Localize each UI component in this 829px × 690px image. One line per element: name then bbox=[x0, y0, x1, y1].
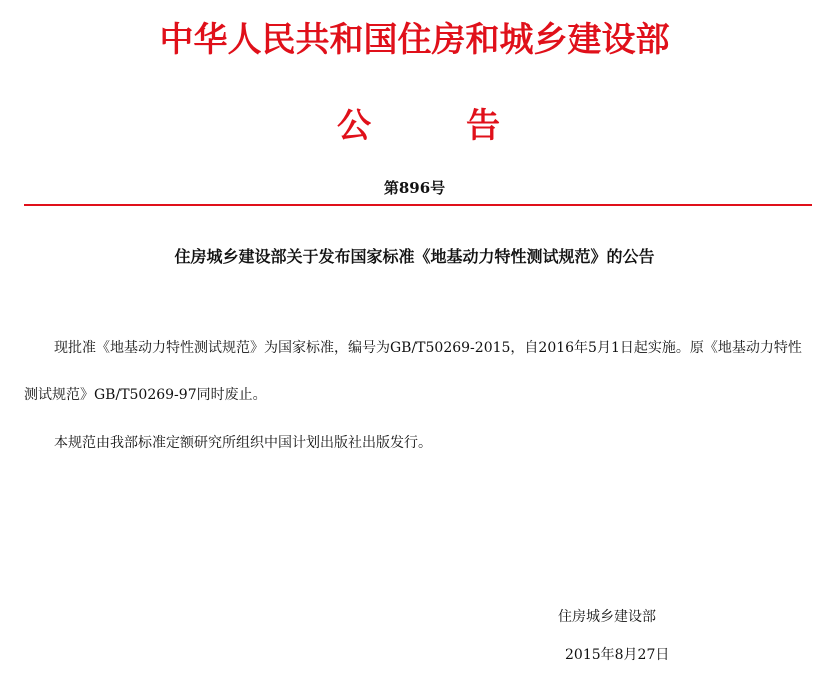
notice-word-gong: 公 bbox=[337, 106, 371, 146]
red-divider-line bbox=[24, 204, 812, 206]
document-number: 第896号 bbox=[383, 179, 446, 197]
announcement-subject: 住房城乡建设部关于发布国家标准《地基动力特性测试规范》的公告 bbox=[174, 247, 655, 266]
body-paragraph-publisher: 本规范由我部标准定额研究所组织中国计划出版社出版发行。 bbox=[54, 435, 432, 451]
signature-date: 2015年8月27日 bbox=[565, 647, 670, 663]
signature-organization: 住房城乡建设部 bbox=[558, 609, 656, 625]
notice-word-gao: 告 bbox=[466, 106, 500, 146]
issuer-title: 中华人民共和国住房和城乡建设部 bbox=[159, 20, 670, 60]
body-paragraph-approval: 现批准《地基动力特性测试规范》为国家标准，编号为GB/T50269-2015，自2016年5月1日起实施。原《地基动力特性测试规范》GB/T50269-97同时废止。 bbox=[24, 340, 802, 403]
